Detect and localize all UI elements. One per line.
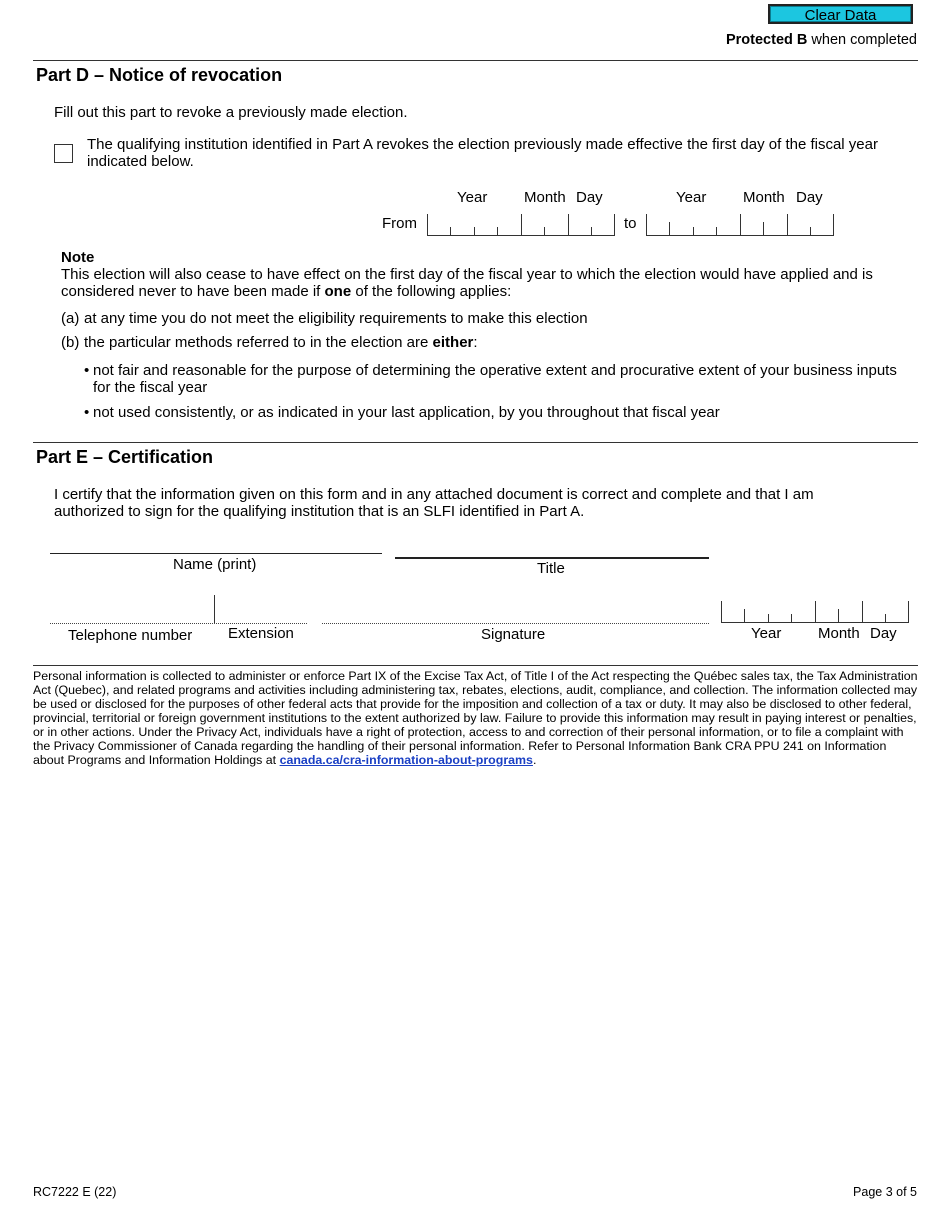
extension-label: Extension (228, 625, 294, 642)
item-b-text-bold: either (432, 334, 474, 351)
from-date-field[interactable] (427, 214, 615, 236)
from-day-label: Day (576, 189, 603, 206)
divider-part-e (33, 442, 918, 443)
item-b-text (84, 334, 478, 351)
name-print-label: Name (print) (173, 556, 257, 573)
divider-privacy (33, 665, 918, 666)
to-day-label: Day (796, 189, 823, 206)
telephone-label: Telephone number (68, 627, 193, 644)
item-a-text: at any time you do not meet the eligibility requirements to make this election (84, 310, 588, 327)
part-d-intro: Fill out this part to revoke a previously made election. (54, 104, 408, 121)
revoke-checkbox-label: The qualifying institution identified in Part A revokes the election previously made effective the first day of the fiscal year indicated below. (87, 136, 878, 170)
bullet-2-marker: • (84, 404, 90, 421)
bullet-1-marker: • (84, 362, 90, 379)
protected-b-bold: Protected B (725, 32, 808, 48)
privacy-end: . (532, 753, 537, 767)
from-month-label: Month (524, 189, 566, 206)
title-label: Title (537, 560, 565, 577)
divider-top (33, 60, 918, 61)
privacy-text: Personal information is collected to administer or enforce Part IX of the Excise Tax Act, of Title I of the Act respecting the Québec sales tax, the Tax Administration Act (Quebec), and related programs and activities including administering tax, rebates, elections, audit, compliance, and collection. The information collected may be used or disclosed for the purposes of other federal acts that provide for the imposition and collection of a tax or duty. It may also be disclosed to other federal, provincial, territorial or foreign government institutions to the extent authorized by law. Failure to provide this information may result in paying interest or penalties, or in other actions. Under the Privacy Act, individuals have a right of protection, access to and correction of their personal information, or to file a complaint with the Privacy Commissioner of Canada regarding the handling of their personal information. Refer to Personal Information Bank CRA PPU 241 on Information about Programs and Information Holdings at (33, 669, 918, 767)
privacy-notice (33, 669, 918, 767)
signature-day-label: Day (870, 625, 897, 642)
to-label: to (624, 215, 637, 232)
to-year-label: Year (676, 189, 707, 206)
form-id: RC7222 E (22) (33, 1185, 117, 1199)
bullet-2-text: not used consistently, or as indicated in your last application, by you throughout that fiscal year (93, 404, 720, 421)
note-text-start: This election will also cease to have effect on the first day of the fiscal year to which the election would have applied and is considered never to have been made if (61, 266, 873, 300)
to-month-label: Month (743, 189, 785, 206)
note-title: Note (61, 249, 95, 266)
title-field[interactable] (395, 557, 709, 559)
part-d-title: Part D – Notice of revocation (36, 65, 283, 85)
note-text-bold: one (324, 283, 352, 300)
signature-date-field[interactable] (721, 601, 909, 623)
bullet-1-text: not fair and reasonable for the purpose of determining the operative extent and procurative extent of your business inputs for the fiscal year (93, 362, 897, 396)
item-b-marker: (b) (61, 334, 80, 351)
protected-b-label (726, 32, 917, 48)
note-text (61, 266, 917, 300)
item-b-text-start: the particular methods referred to in the election are (84, 334, 433, 351)
signature-field[interactable] (322, 623, 709, 624)
protected-b-suffix: when completed (807, 32, 917, 48)
name-print-field[interactable] (50, 553, 382, 554)
extension-separator (214, 595, 215, 623)
signature-month-label: Month (818, 625, 860, 642)
part-e-title: Part E – Certification (36, 447, 214, 467)
from-year-label: Year (457, 189, 488, 206)
from-label: From (382, 215, 417, 232)
page-number: Page 3 of 5 (853, 1185, 917, 1199)
signature-year-label: Year (751, 625, 782, 642)
to-date-field[interactable] (646, 214, 834, 236)
note-text-end: of the following applies: (351, 283, 512, 300)
revoke-checkbox[interactable] (54, 144, 73, 163)
clear-data-button[interactable]: Clear Data (768, 4, 913, 24)
item-a-marker: (a) (61, 310, 80, 327)
item-b-text-end: : (473, 334, 478, 351)
signature-label: Signature (481, 626, 546, 643)
certification-statement: I certify that the information given on this form and in any attached document is correct and complete and that I am authorized to sign for the qualifying institution that is an SLFI identified in Part A. (54, 486, 814, 520)
telephone-field[interactable] (50, 623, 307, 624)
privacy-link[interactable]: canada.ca/cra-information-about-programs (279, 753, 533, 767)
